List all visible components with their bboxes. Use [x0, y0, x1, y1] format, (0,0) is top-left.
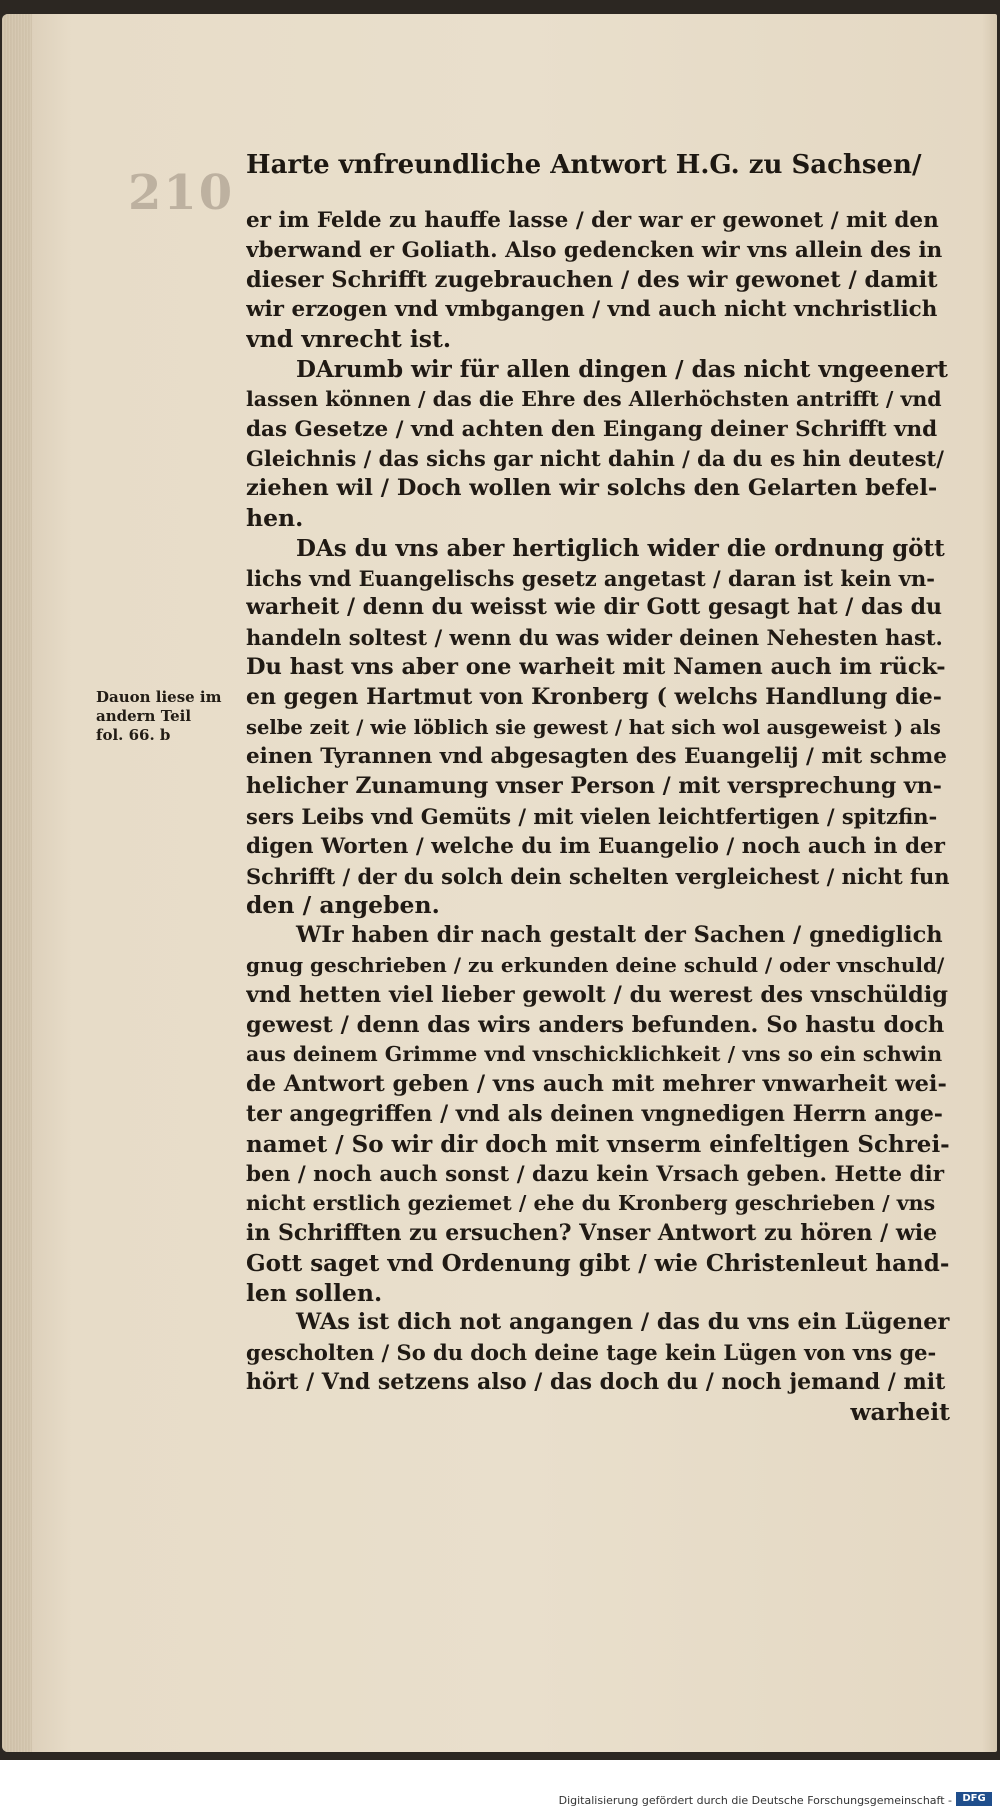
text-line: ben / noch auch sonst / dazu kein Vrsach geben. Hette dir [246, 1161, 945, 1187]
text-line: namet / So wir dir doch mit vnserm einfeltigen Schrei- [246, 1130, 950, 1158]
dfg-logo-icon: DFG [956, 1792, 992, 1806]
text-line: Gott saget vnd Ordenung gibt / wie Christenleut hand- [246, 1249, 950, 1277]
page-edge-stack [2, 14, 32, 1752]
text-line: lassen können / das die Ehre des Allerhöchsten antrifft / vnd [246, 386, 942, 411]
text-line: de Antwort geben / vns auch mit mehrer vnwarheit wei- [246, 1071, 947, 1098]
page-number-showthrough: 210 [128, 165, 235, 221]
text-line: ziehen wil / Doch wollen wir solchs den Gelarten befel- [246, 475, 938, 502]
margin-note-line: Dauon liese im [96, 688, 222, 706]
text-line: gewest / denn das wirs anders befunden. So hastu doch [246, 1011, 945, 1038]
text-line: vnd hetten viel lieber gewolt / du werest des vnschüldig [246, 981, 948, 1008]
text-line: hen. [246, 503, 304, 532]
text-line: digen Worten / welche du im Euangelio / noch auch in der [246, 833, 946, 859]
margin-note-line: fol. 66. b [96, 726, 171, 744]
text-line: nicht erstlich geziemet / ehe du Kronberg geschrieben / vns [246, 1191, 936, 1216]
text-line: len sollen. [246, 1278, 383, 1307]
paragraph-start-line: WAs ist dich not angangen / das du vns ein Lügener [296, 1309, 950, 1336]
text-line: er im Felde zu hauffe lasse / der war er gewonet / mit den [246, 208, 939, 233]
text-line: hört / Vnd setzens also / das doch du / noch jemand / mit [246, 1369, 946, 1396]
text-line: selbe zeit / wie löblich sie gewest / hat sich wol ausgeweist ) als [246, 715, 941, 739]
running-head: Harte vnfreundliche Antwort H.G. zu Sachsen/ [246, 150, 922, 180]
text-line: dieser Schrifft zugebrauchen / des wir gewonet / damit [246, 266, 938, 293]
text-line: warheit / denn du weisst wie dir Gott gesagt hat / das du [246, 594, 943, 621]
text-line: das Gesetze / vnd achten den Eingang deiner Schrifft vnd [246, 416, 938, 442]
text-line: vberwand er Goliath. Also gedencken wir vns allein des in [246, 237, 943, 263]
text-line: Schrifft / der du solch dein schelten vergleichest / nicht fun [246, 863, 950, 889]
text-line: einen Tyrannen vnd abgesagten des Euangelij / mit schme [246, 744, 947, 770]
text-line: Du hast vns aber one warheit mit Namen auch im rück- [246, 653, 946, 680]
text-line: helicher Zunamung vnser Person / mit versprechung vn- [246, 773, 942, 800]
text-line: gnug geschrieben / zu erkunden deine schuld / oder vnschuld/ [246, 952, 945, 977]
margin-note [96, 688, 222, 745]
text-line: sers Leibs vnd Gemüts / mit vielen leichtfertigen / spitzfin- [246, 803, 938, 829]
body-text [246, 206, 950, 1428]
text-line: warheit [850, 1397, 950, 1426]
text-line: lichs vnd Euangelischs gesetz angetast / daran ist kein vn- [246, 565, 935, 591]
margin-note-line: andern Teil [96, 707, 192, 725]
text-line: ter angegriffen / vnd als deinen vngnedigen Herrn ange- [246, 1100, 943, 1127]
text-line: Gleichnis / das sichs gar nicht dahin / da du es hin deutest/ [246, 446, 944, 472]
text-line: aus deinem Grimme vnd vnschicklichkeit / vns so ein schwin [246, 1042, 943, 1067]
text-line: in Schrifften zu ersuchen? Vnser Antwort zu hören / wie [246, 1220, 938, 1247]
text-line: gescholten / So du doch deine tage kein Lügen von vns ge- [246, 1340, 937, 1366]
footer-credit: Digitalisierung gefördert durch die Deutsche Forschungsgemeinschaft - [558, 1794, 952, 1807]
text-line: den / angeben. [246, 891, 440, 920]
paragraph-start-line: DArumb wir für allen dingen / das nicht vngeenert [296, 355, 948, 383]
text-line: handeln soltest / wenn du was wider deinen Nehesten hast. [246, 625, 943, 651]
text-line: wir erzogen vnd vmbgangen / vnd auch nicht vnchristlich [246, 297, 938, 323]
text-line: en gegen Hartmut von Kronberg ( welchs Handlung die- [246, 683, 942, 710]
paragraph-start-line: WIr haben dir nach gestalt der Sachen / gnediglich [296, 922, 943, 949]
text-line: vnd vnrecht ist. [246, 325, 452, 354]
paragraph-start-line: DAs du vns aber hertiglich wider die ordnung gött [296, 534, 945, 562]
